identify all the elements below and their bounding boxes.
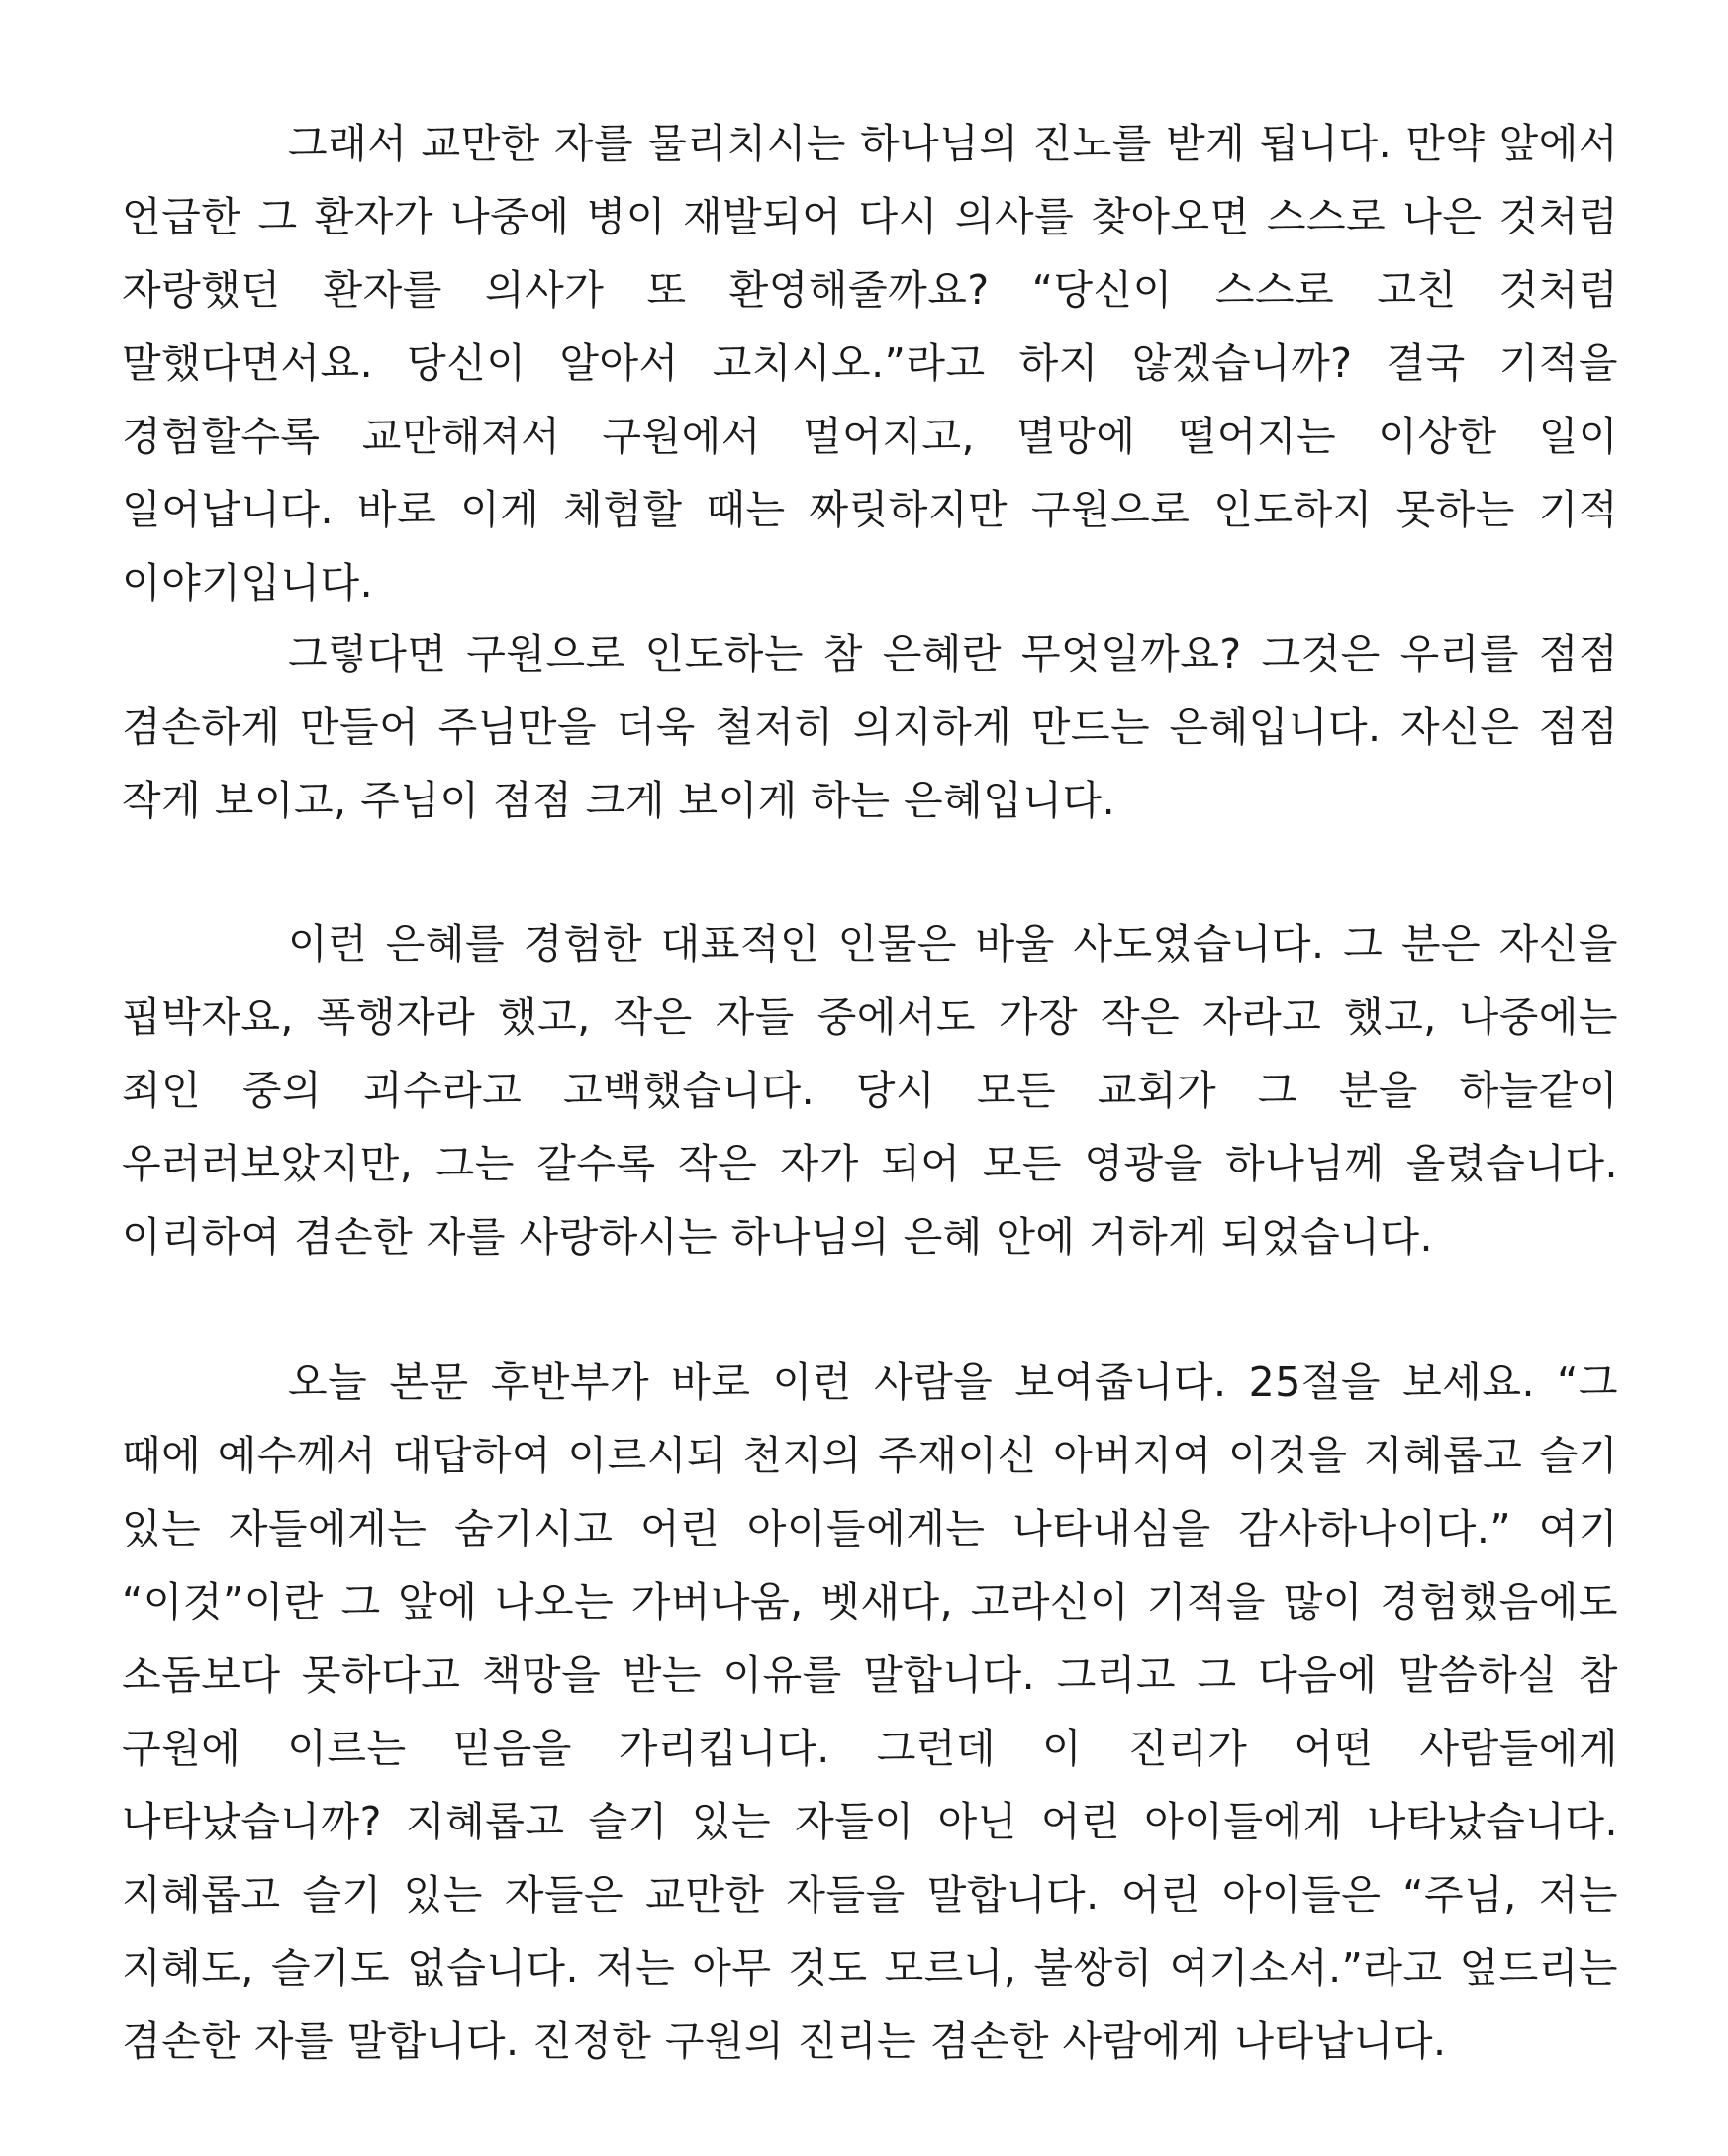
paragraph-1: 그래서 교만한 자를 물리치시는 하나님의 진노를 받게 됩니다. 만약 앞에서 언급한 그 환자가 나중에 병이 재발되어 다시 의사를 찾아오면 스스로 나은 것처럼 자랑했던 환자를 의사가 또 환영해줄까요? “당신이 스스로 고친 것처럼 말했다면서요. 당신이 알아서 고치시오.”라고 하지 않겠습니까? 결국 기적을 경험할수록 교만해져서 구원에서 멀어지고, 멸망에 떨어지는 이상한 일이 일어납니다. 바로 이게 체험할 때는 짜릿하지만 구원으로 인도하지 못하는 기적 이야기입니다. xyxy=(122,120,1618,607)
paragraph-3: 이런 은혜를 경험한 대표적인 인물은 바울 사도였습니다. 그 분은 자신을 핍박자요, 폭행자라 했고, 작은 자들 중에서도 가장 작은 자라고 했고, 나중에는 죄인 중의 괴수라고 고백했습니다. 당시 모든 교회가 그 분을 하늘같이 우러러보았지만, 그는 갈수록 작은 자가 되어 모든 영광을 하나님께 올렸습니다. 이리하여 겸손한 자를 사랑하시는 하나님의 은혜 안에 거하게 되었습니다. xyxy=(122,920,1618,1261)
paragraph-4: 오늘 본문 후반부가 바로 이런 사람을 보여줍니다. 25절을 보세요. “그 때에 예수께서 대답하여 이르시되 천지의 주재이신 아버지여 이것을 지혜롭고 슬기 있는 자들에게는 숨기시고 어린 아이들에게는 나타내심을 감사하나이다.” 여기 “이것”이란 그 앞에 나오는 가버나움, 벳새다, 고라신이 기적을 많이 경험했음에도 소돔보다 못하다고 책망을 받는 이유를 말합니다. 그리고 그 다음에 말씀하실 참 구원에 이르는 믿음을 가리킵니다. 그런데 이 진리가 어떤 사람들에게 나타났습니까? 지혜롭고 슬기 있는 자들이 아닌 어린 아이들에게 나타났습니다. 지혜롭고 슬기 있는 자들은 교만한 자들을 말합니다. 어린 아이들은 “주님, 저는 지혜도, 슬기도 없습니다. 저는 아무 것도 모르니, 불쌍히 여기소서.”라고 엎드리는 겸손한 자를 말합니다. 진정한 구원의 진리는 겸손한 사람에게 나타납니다. xyxy=(122,1359,1618,2065)
paragraph-2: 그렇다면 구원으로 인도하는 참 은혜란 무엇일까요? 그것은 우리를 점점 겸손하게 만들어 주님만을 더욱 철저히 의지하게 만드는 은혜입니다. 자신은 점점 작게 보이고, 주님이 점점 크게 보이게 하는 은혜입니다. xyxy=(122,630,1618,824)
